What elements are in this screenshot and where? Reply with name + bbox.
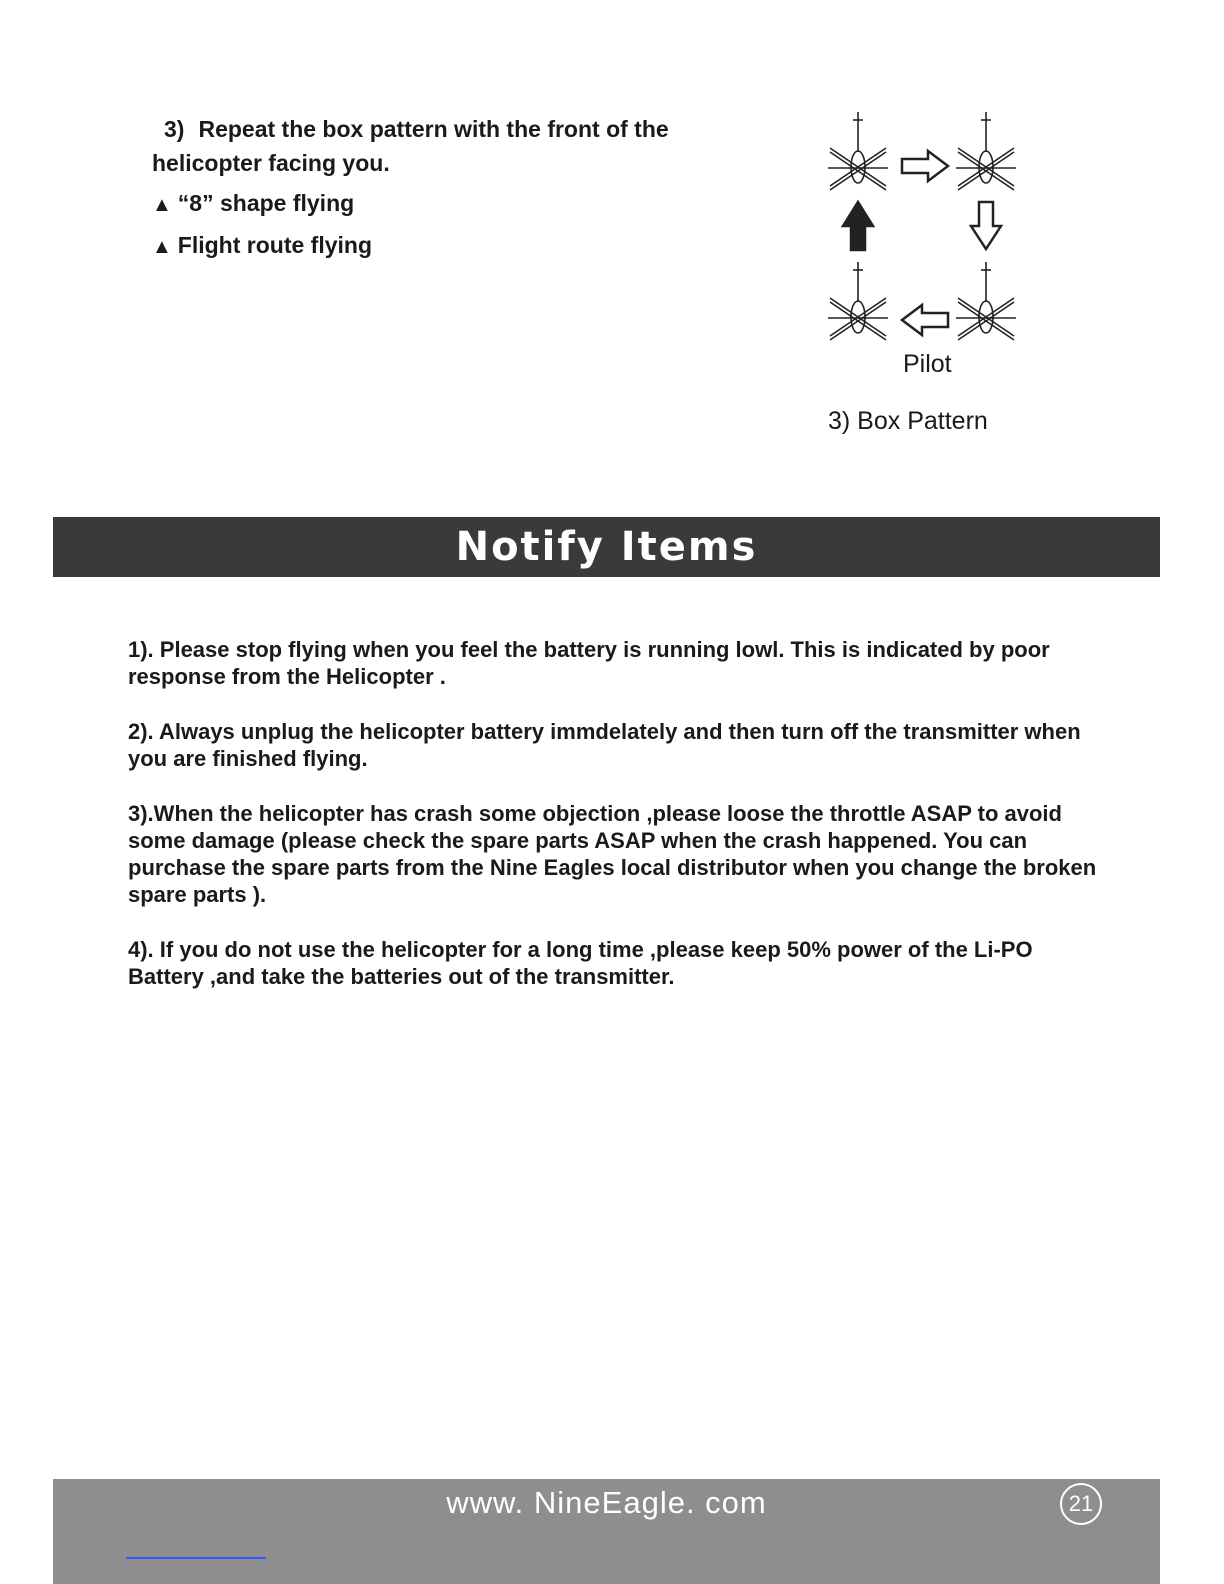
footer-url[interactable]: www. NineEagle. com <box>446 1485 767 1520</box>
page-number: 21 <box>1060 1483 1102 1525</box>
bullet-text: Flight route flying <box>177 232 372 258</box>
helicopter-icon <box>956 112 1016 190</box>
note-item: 3).When the helicopter has crash some objection ,please loose the throttle ASAP to avoid some damage (please check the spare parts ASAP when the crash happened. You can purchase the spare parts from the Nine Eagles local distributor when you change the broken spare parts ). <box>128 801 1097 907</box>
diagram-caption: 3) Box Pattern <box>828 407 988 435</box>
bullet-item <box>152 228 752 264</box>
step-line <box>152 112 752 146</box>
arrow-down-icon <box>971 202 1001 249</box>
arrow-left-icon <box>902 305 948 335</box>
helicopter-icon <box>956 262 1016 340</box>
helicopter-icon <box>828 262 888 340</box>
section-header <box>53 517 1160 577</box>
note-item: 1). Please stop flying when you feel the battery is running lowl. This is indicated by poor response from the Helicopter . <box>128 637 1050 689</box>
link-underline <box>126 1557 266 1559</box>
box-pattern-diagram <box>820 104 1030 349</box>
arrow-up-icon <box>843 202 873 250</box>
note-item: 2). Always unplug the helicopter battery immdelately and then turn off the transmitter when you are finished flying. <box>128 719 1081 771</box>
triangle-bullet-icon: ▲ <box>152 236 172 258</box>
helicopter-icon <box>828 112 888 190</box>
bullet-text: “8” shape flying <box>177 190 355 216</box>
note-item: 4). If you do not use the helicopter for a long time ,please keep 50% power of the Li-PO Battery ,and take the batteries out of the transmitter. <box>128 937 1033 989</box>
notes-list <box>128 636 1108 990</box>
section-title: Notify Items <box>455 524 758 570</box>
bullet-item <box>152 186 752 222</box>
step-text-line1: Repeat the box pattern with the front of the <box>198 116 669 142</box>
step-number: 3) <box>164 116 185 142</box>
footer <box>53 1479 1160 1584</box>
intro-text <box>152 112 752 264</box>
step-text-line2: helicopter facing you. <box>152 150 390 176</box>
triangle-bullet-icon: ▲ <box>152 194 172 216</box>
arrow-right-icon <box>902 151 948 181</box>
pilot-label: Pilot <box>903 350 952 378</box>
